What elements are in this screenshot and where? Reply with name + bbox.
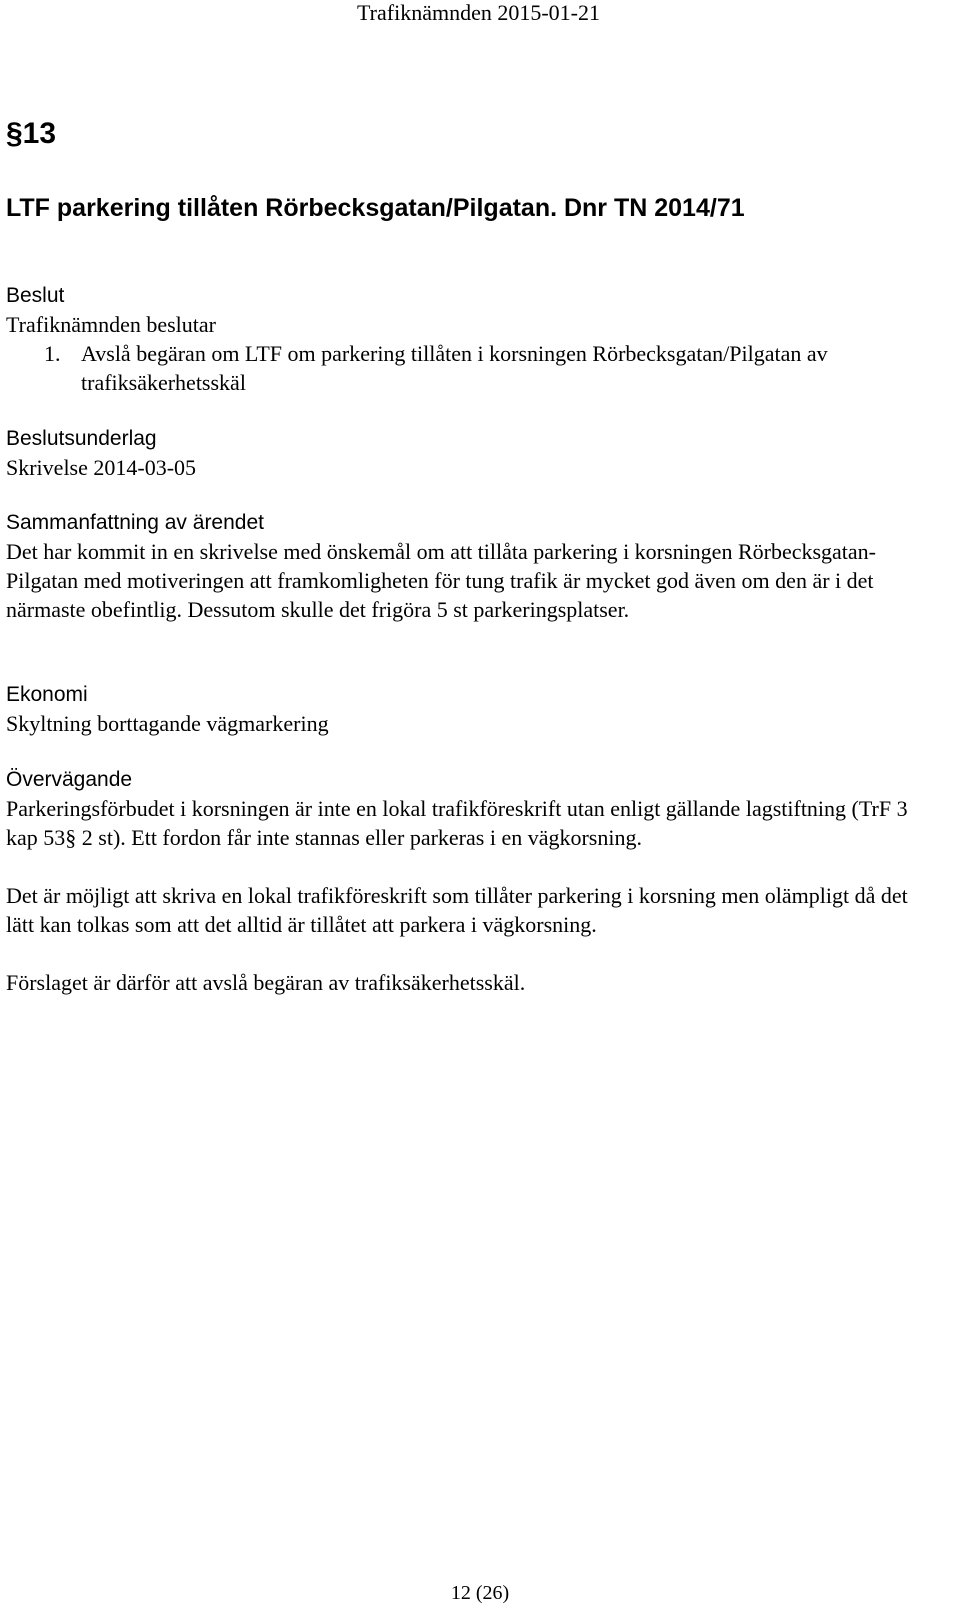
decision-number: 1. [44,341,61,366]
overvagande-paragraph-3: Förslaget är därför att avslå begäran av trafiksäkerhetsskäl. [6,970,526,995]
overvagande-paragraph-2: Det är möjligt att skriva en lokal trafikföreskrift som tillåter parkering i korsning men olämpligt då det lätt kan tolkas som att det alltid är tillåtet att parkera i vägkorsning. [6,883,908,937]
beslut-section [6,281,940,397]
decision-list [6,339,940,397]
sammanfattning-section [6,508,940,624]
beslut-heading: Beslut [6,284,65,307]
ekonomi-heading: Ekonomi [6,683,88,706]
beslut-intro: Trafiknämnden beslutar [6,312,216,337]
document-header-date: Trafiknämnden 2015-01-21 [357,0,600,25]
beslutsunderlag-text: Skrivelse 2014-03-05 [6,455,197,480]
overvagande-heading: Övervägande [6,768,133,791]
decision-item [6,339,940,397]
ekonomi-text: Skyltning borttagande vägmarkering [6,711,329,736]
overvagande-paragraph-1: Parkeringsförbudet i korsningen är inte en lokal trafikföreskrift utan enligt gällande lagstiftning (TrF 3 kap 53§ 2 st). Ett fordon får inte stannas eller parkeras i en vägkorsning. [6,796,908,850]
overvagande-section [6,765,940,997]
ekonomi-section [6,680,940,738]
beslutsunderlag-section [6,424,940,482]
beslutsunderlag-heading: Beslutsunderlag [6,427,157,450]
sammanfattning-text: Det har kommit in en skrivelse med önskemål om att tillåta parkering i korsningen Rörbecksgatan-Pilgatan med motiveringen att framkomligheten för tung trafik är mycket god även om den är i det närmaste obefintlig. Dessutom skulle det frigöra 5 st parkeringsplatser. [6,539,876,622]
decision-text: Avslå begäran om LTF om parkering tillåten i korsningen Rörbecksgatan/Pilgatan av trafiksäkerhetsskäl [81,341,828,395]
page-number: 12 (26) [450,1582,510,1604]
section-number: §13 [6,117,57,150]
section-title: LTF parkering tillåten Rörbecksgatan/Pilgatan. Dnr TN 2014/71 [6,194,745,222]
sammanfattning-heading: Sammanfattning av ärendet [6,511,264,534]
